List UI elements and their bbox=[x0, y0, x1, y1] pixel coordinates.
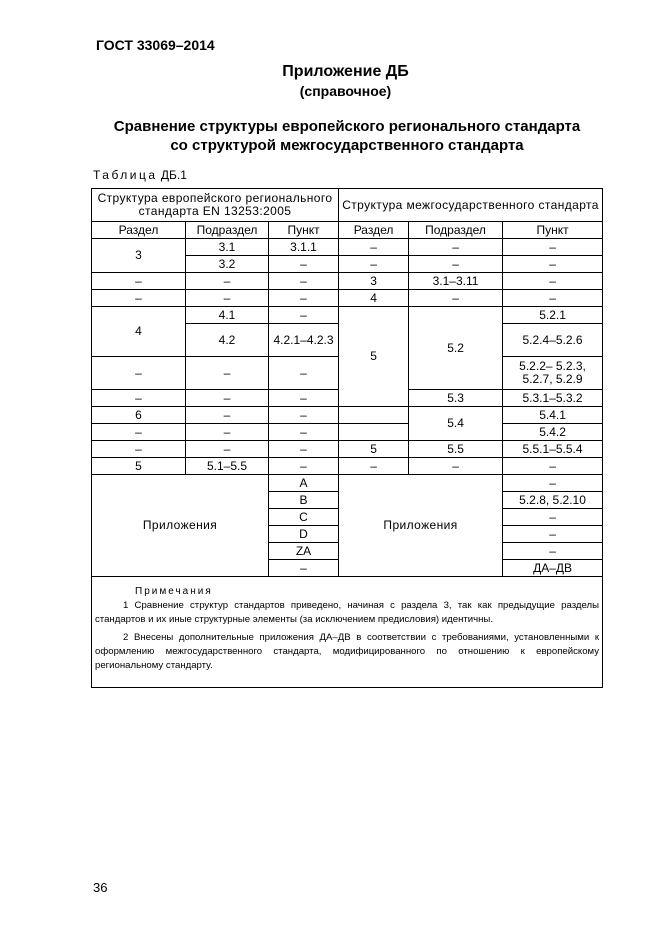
table-cell: 5 bbox=[339, 441, 409, 458]
table-label bbox=[93, 168, 187, 182]
page-number: 36 bbox=[93, 880, 108, 895]
document-header: ГОСТ 33069–2014 bbox=[96, 37, 215, 53]
table-cell: – bbox=[409, 256, 503, 273]
table-cell: – bbox=[92, 424, 186, 441]
table-cell: – bbox=[92, 357, 186, 390]
table-cell: – bbox=[503, 509, 603, 526]
table-cell: – bbox=[503, 273, 603, 290]
column-header: Подраздел bbox=[409, 222, 503, 239]
table-row bbox=[92, 239, 603, 256]
table-cell: – bbox=[186, 357, 269, 390]
table-cell: – bbox=[409, 239, 503, 256]
table-label-number: ДБ.1 bbox=[160, 168, 187, 182]
table-cell: ДА–ДВ bbox=[503, 560, 603, 577]
table-cell: – bbox=[503, 458, 603, 475]
table-cell: – bbox=[503, 475, 603, 492]
table-cell: 5.4.1 bbox=[503, 407, 603, 424]
table-row bbox=[92, 407, 603, 424]
table-cell: – bbox=[503, 290, 603, 307]
table-cell: 5.2.2– 5.2.3, 5.2.7, 5.2.9 bbox=[503, 357, 603, 390]
table-row bbox=[92, 424, 603, 441]
table-cell: ZA bbox=[269, 543, 339, 560]
eu-structure-header: Структура европейского регионального стандарта EN 13253:2005 bbox=[92, 189, 339, 222]
table-cell: – bbox=[503, 526, 603, 543]
annex-title: Приложение ДБ bbox=[282, 63, 409, 80]
table-cell: – bbox=[269, 441, 339, 458]
table-cell: – bbox=[269, 424, 339, 441]
section-heading-line-2: со структурой межгосударственного стандарта bbox=[170, 137, 524, 154]
table-column-header-row bbox=[92, 222, 603, 239]
table-row bbox=[92, 273, 603, 290]
table-cell: – bbox=[186, 390, 269, 407]
table-cell: – bbox=[269, 390, 339, 407]
table-cell: – bbox=[186, 441, 269, 458]
table-cell: – bbox=[409, 458, 503, 475]
table-row bbox=[92, 458, 603, 475]
annexes-eu-cell: Приложения bbox=[92, 475, 269, 577]
annexes-interstate-cell: Приложения bbox=[339, 475, 503, 577]
table-label-word: Таблица bbox=[93, 168, 158, 182]
table-cell bbox=[339, 407, 409, 424]
table-cell: – bbox=[269, 560, 339, 577]
note-2: 2 Внесены дополнительные приложения ДА–ДВ в соответствии с требованиями, установленными к оформлению межгосударственного стандарта, модифицированного по отношению к европейскому региональному стандарту. bbox=[95, 632, 600, 671]
table-cell: 5.1–5.5 bbox=[186, 458, 269, 475]
section-heading-line-1: Сравнение структуры европейского регионального стандарта bbox=[113, 118, 581, 135]
table-cell: – bbox=[269, 357, 339, 390]
table-cell: 5.3.1–5.3.2 bbox=[503, 390, 603, 407]
table-cell: 5.2.4–5.2.6 bbox=[503, 324, 603, 357]
table-cell: – bbox=[186, 273, 269, 290]
table-cell: 5.2.1 bbox=[503, 307, 603, 324]
table-cell: 4.2 bbox=[186, 324, 269, 357]
column-header: Раздел bbox=[339, 222, 409, 239]
table-cell: – bbox=[92, 390, 186, 407]
table-cell: 5.4.2 bbox=[503, 424, 603, 441]
table-cell: – bbox=[269, 273, 339, 290]
table-row bbox=[92, 290, 603, 307]
table-cell: 3.1–3.11 bbox=[409, 273, 503, 290]
table-cell: – bbox=[503, 256, 603, 273]
table-cell: 3 bbox=[92, 239, 186, 273]
table-cell: – bbox=[503, 239, 603, 256]
table-cell: B bbox=[269, 492, 339, 509]
table-cell: – bbox=[339, 458, 409, 475]
table-cell: 3 bbox=[339, 273, 409, 290]
table-group-header-row bbox=[92, 189, 603, 222]
column-header: Раздел bbox=[92, 222, 186, 239]
table-cell: – bbox=[269, 458, 339, 475]
table-cell: – bbox=[339, 256, 409, 273]
column-header: Пункт bbox=[503, 222, 603, 239]
section-heading bbox=[92, 117, 602, 155]
table-cell: – bbox=[92, 290, 186, 307]
table-cell: 5 bbox=[92, 458, 186, 475]
table-cell: 4 bbox=[339, 290, 409, 307]
table-cell: 3.1 bbox=[186, 239, 269, 256]
table-cell: 5.5.1–5.5.4 bbox=[503, 441, 603, 458]
table-cell: – bbox=[186, 407, 269, 424]
table-cell: 4 bbox=[92, 307, 186, 357]
table-cell: 5.3 bbox=[409, 390, 503, 407]
table-cell: 4.2.1–4.2.3 bbox=[269, 324, 339, 357]
table-cell: – bbox=[186, 290, 269, 307]
table-cell: A bbox=[269, 475, 339, 492]
table-cell: 5.5 bbox=[409, 441, 503, 458]
table-cell: C bbox=[269, 509, 339, 526]
table-cell: 5.2.8, 5.2.10 bbox=[503, 492, 603, 509]
table-cell: 4.1 bbox=[186, 307, 269, 324]
table-row bbox=[92, 307, 603, 324]
notes-title: Примечания bbox=[135, 586, 213, 597]
column-header: Пункт bbox=[269, 222, 339, 239]
table-cell: D bbox=[269, 526, 339, 543]
table-row bbox=[92, 475, 603, 492]
table-cell: 5 bbox=[339, 307, 409, 407]
table-cell: 5.2 bbox=[409, 307, 503, 390]
table-cell: – bbox=[92, 441, 186, 458]
table-cell: 6 bbox=[92, 407, 186, 424]
table-cell: – bbox=[269, 307, 339, 324]
annex-subtitle: (справочное) bbox=[299, 83, 392, 99]
table-cell: – bbox=[92, 273, 186, 290]
interstate-structure-header: Структура межгосударственного стандарта bbox=[339, 189, 603, 222]
table-cell: – bbox=[269, 256, 339, 273]
table-cell: – bbox=[186, 424, 269, 441]
table-cell: 3.2 bbox=[186, 256, 269, 273]
note-1: 1 Сравнение структур стандартов приведено, начиная с раздела 3, так как предыдущие разделы стандартов и их иные структурные элементы (за исключением предисловия) идентичны. bbox=[95, 600, 600, 625]
table-cell: – bbox=[339, 239, 409, 256]
structure-comparison-table bbox=[91, 188, 603, 688]
table-cell: – bbox=[269, 407, 339, 424]
table-cell: – bbox=[503, 543, 603, 560]
table-cell: – bbox=[269, 290, 339, 307]
table-cell bbox=[339, 424, 409, 441]
table-row bbox=[92, 441, 603, 458]
table-cell: 3.1.1 bbox=[269, 239, 339, 256]
table-notes-row bbox=[92, 577, 603, 688]
column-header: Подраздел bbox=[186, 222, 269, 239]
table-cell: – bbox=[409, 290, 503, 307]
table-cell: 5.4 bbox=[409, 407, 503, 441]
table-notes bbox=[92, 577, 603, 688]
